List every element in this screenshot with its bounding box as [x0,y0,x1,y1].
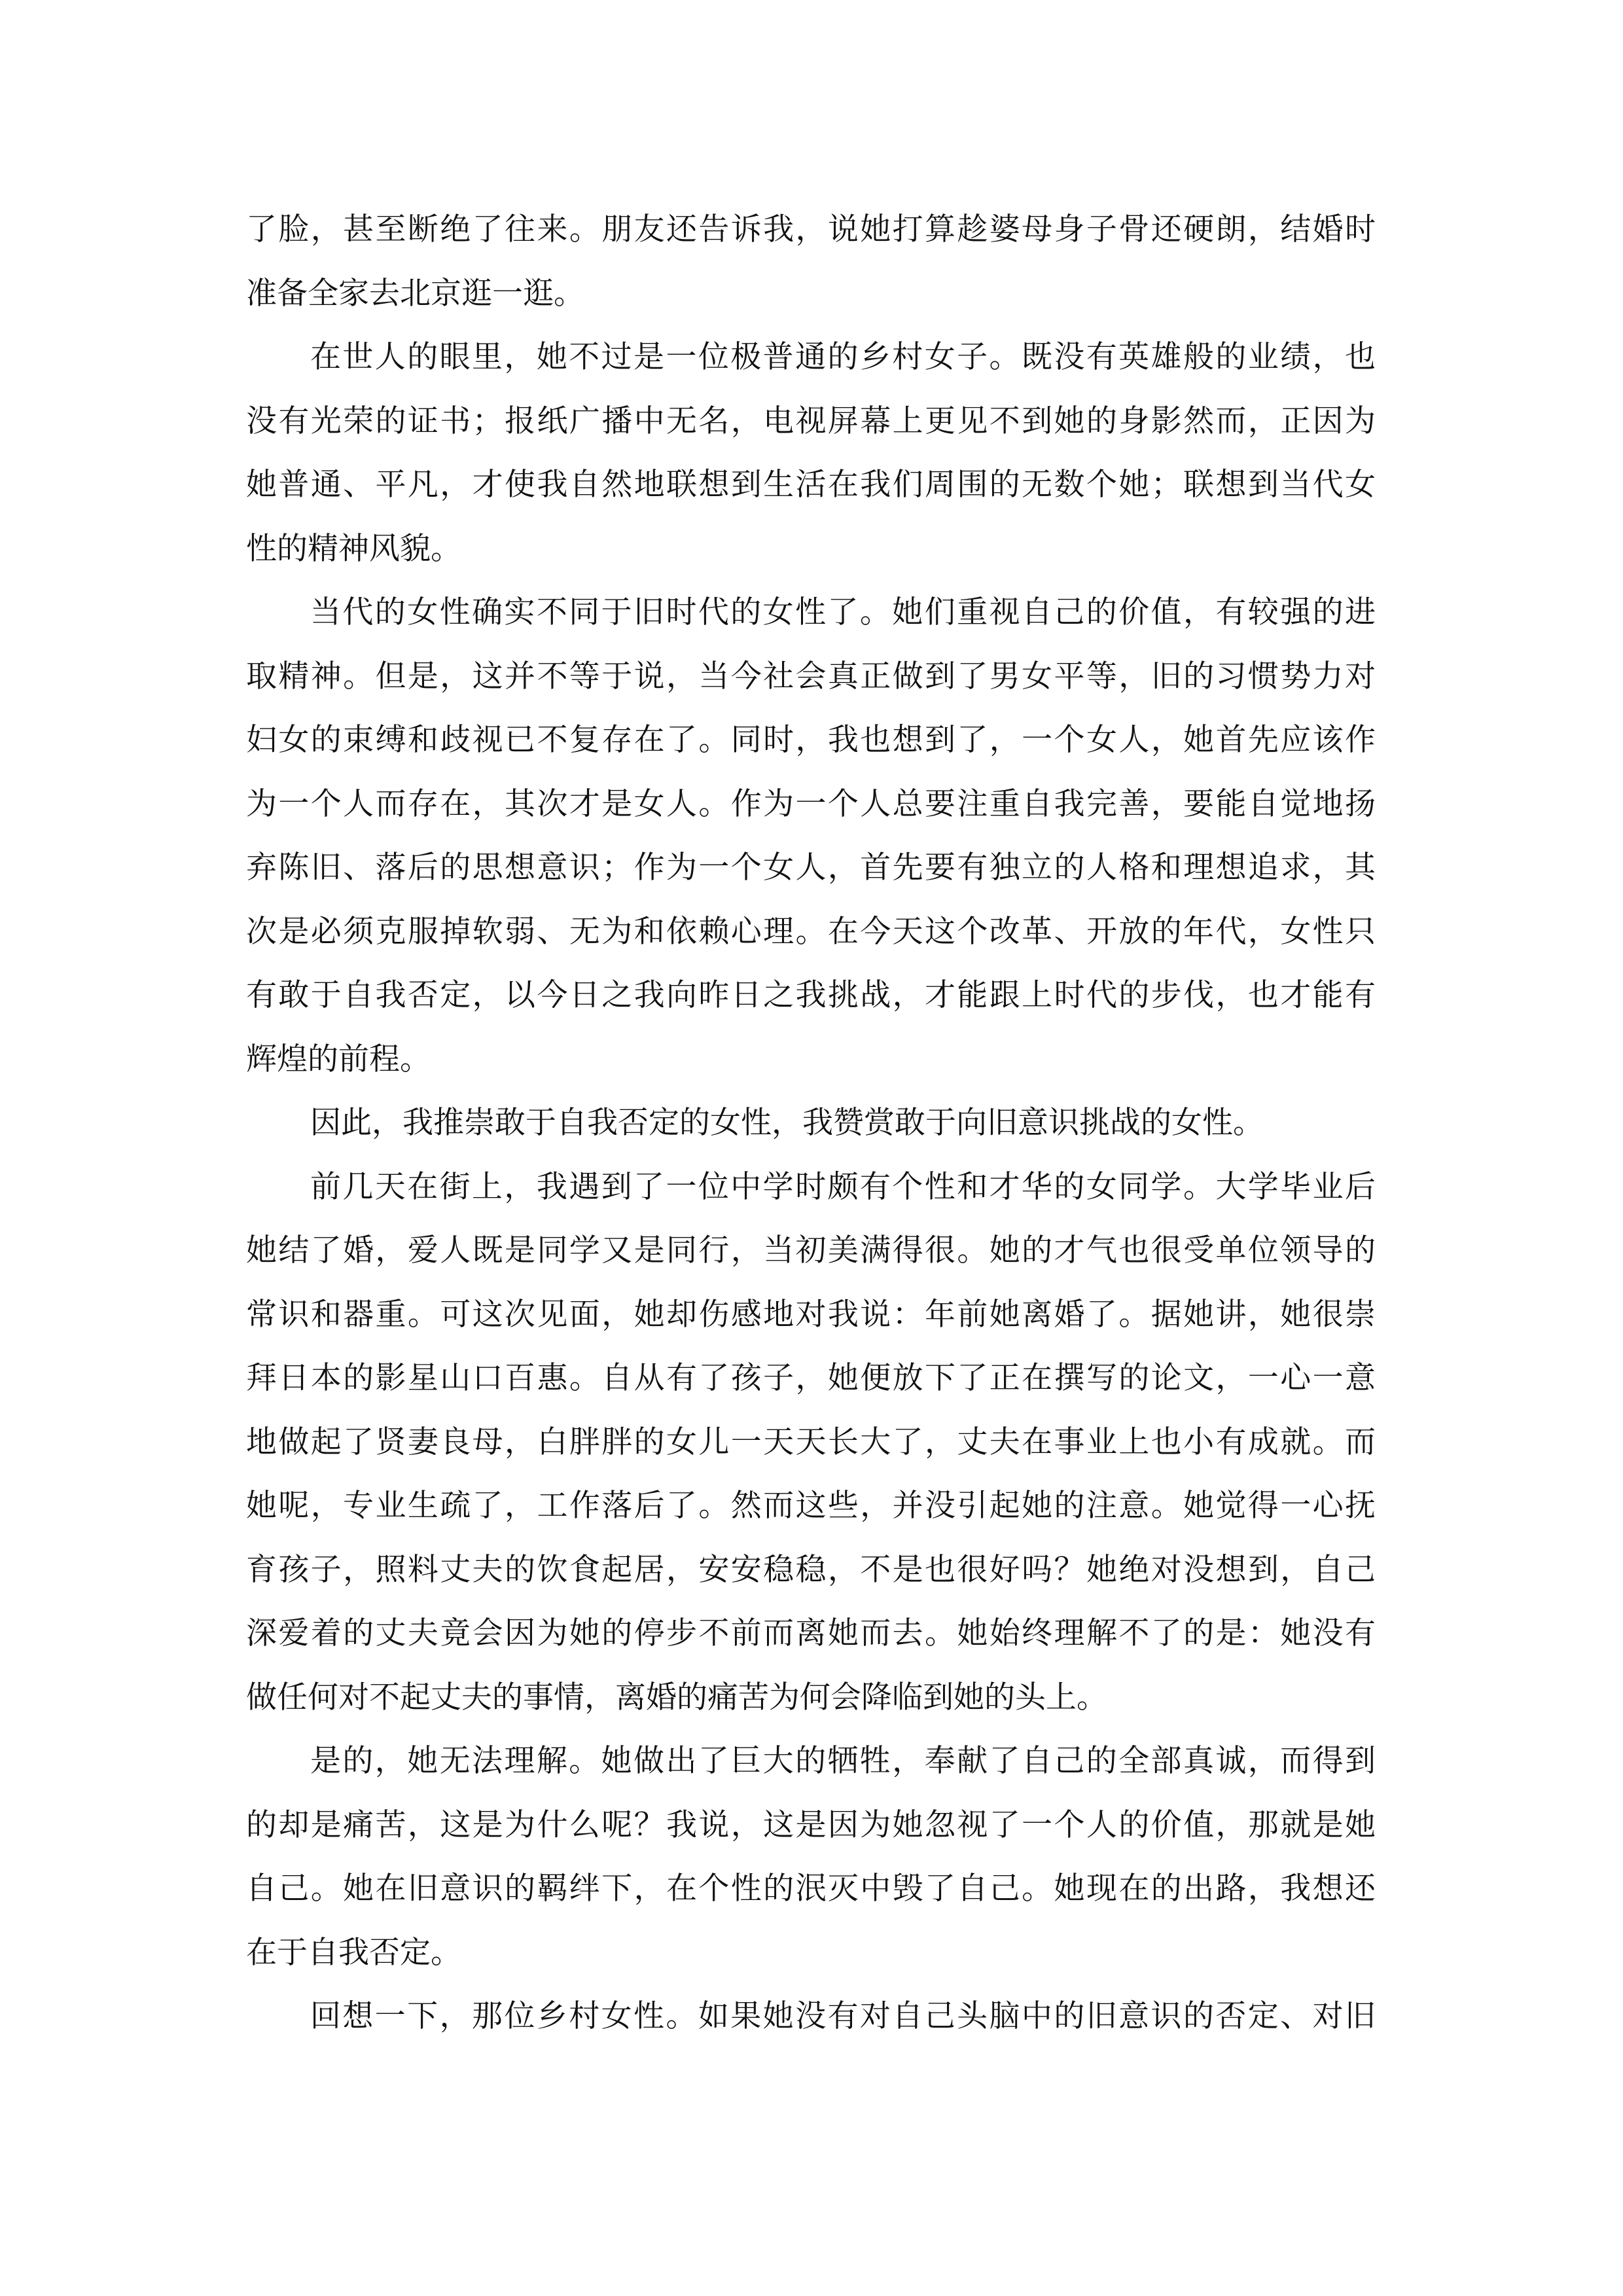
text-line: 妇女的束缚和歧视已不复存在了。同时，我也想到了，一个女人，她首先应该作 [246,722,1376,758]
paragraph [246,1091,1376,1155]
text-line: 常识和器重。可这次见面，她却伤感地对我说：年前她离婚了。据她讲，她很崇 [246,1296,1376,1333]
paragraph [246,198,1376,325]
text-line: 地做起了贤妻良母，白胖胖的女儿一天天长大了，丈夫在事业上也小有成就。而 [246,1424,1376,1460]
paragraph [246,325,1376,581]
text-line: 当代的女性确实不同于旧时代的女性了。她们重视自己的价值，有较强的进 [310,594,1376,630]
text-line: 深爱着的丈夫竟会因为她的停步不前而离她而去。她始终理解不了的是：她没有 [246,1615,1376,1651]
text-line: 育孩子，照料丈夫的饮食起居，安安稳稳，不是也很好吗？她绝对没想到，自己 [246,1551,1376,1588]
text-line: 次是必须克服掉软弱、无为和依赖心理。在今天这个改革、开放的年代，女性只 [246,913,1376,950]
text-line: 因此，我推崇敢于自我否定的女性，我赞赏敢于向旧意识挑战的女性。 [310,1105,1264,1141]
text-line: 回想一下，那位乡村女性。如果她没有对自己头脑中的旧意识的否定、对旧 [310,1998,1376,2034]
text-line: 弃陈旧、落后的思想意识；作为一个女人，首先要有独立的人格和理想追求，其 [246,850,1376,886]
paragraph [246,1155,1376,1730]
text-line: 取精神。但是，这并不等于说，当今社会真正做到了男女平等，旧的习惯势力对 [246,658,1376,694]
text-line: 拜日本的影星山口百惠。自从有了孩子，她便放下了正在撰写的论文，一心一意 [246,1360,1376,1396]
text-line: 为一个人而存在，其次才是女人。作为一个人总要注重自我完善，要能自觉地扬 [246,785,1376,822]
text-line: 做任何对不起丈夫的事情，离婚的痛苦为何会降临到她的头上。 [246,1679,1107,1715]
body-text [246,198,1376,2049]
text-line: 了脸，甚至断绝了往来。朋友还告诉我，说她打算趁婆母身子骨还硬朗，结婚时 [246,211,1376,247]
paragraph [246,581,1376,1091]
text-line: 性的精神风貌。 [246,530,461,567]
text-line: 她结了婚，爱人既是同学又是同行，当初美满得很。她的才气也很受单位领导的 [246,1232,1376,1268]
text-line: 有敢于自我否定，以今日之我向昨日之我挑战，才能跟上时代的步伐，也才能有 [246,977,1376,1013]
text-line: 在于自我否定。 [246,1934,461,1971]
paragraph [246,1984,1376,2049]
text-line: 前几天在街上，我遇到了一位中学时颇有个性和才华的女同学。大学毕业后 [310,1168,1376,1205]
paragraph [246,1729,1376,1984]
text-line: 是的，她无法理解。她做出了巨大的牺牲，奉献了自己的全部真诚，而得到 [310,1743,1376,1779]
text-line: 在世人的眼里，她不过是一位极普通的乡村女子。既没有英雄般的业绩，也 [310,339,1376,375]
text-line: 辉煌的前程。 [246,1041,431,1077]
text-line: 她呢，专业生疏了，工作落后了。然而这些，并没引起她的注意。她觉得一心抚 [246,1488,1376,1524]
text-line: 她普通、平凡，才使我自然地联想到生活在我们周围的无数个她；联想到当代女 [246,467,1376,503]
text-line: 准备全家去北京逛一逛。 [246,275,584,312]
text-line: 没有光荣的证书；报纸广播中无名，电视屏幕上更见不到她的身影然而，正因为 [246,403,1376,439]
text-line: 自己。她在旧意识的羁绊下，在个性的泯灭中毁了自己。她现在的出路，我想还 [246,1871,1376,1907]
text-line: 的却是痛苦，这是为什么呢？我说，这是因为她忽视了一个人的价值，那就是她 [246,1806,1376,1843]
